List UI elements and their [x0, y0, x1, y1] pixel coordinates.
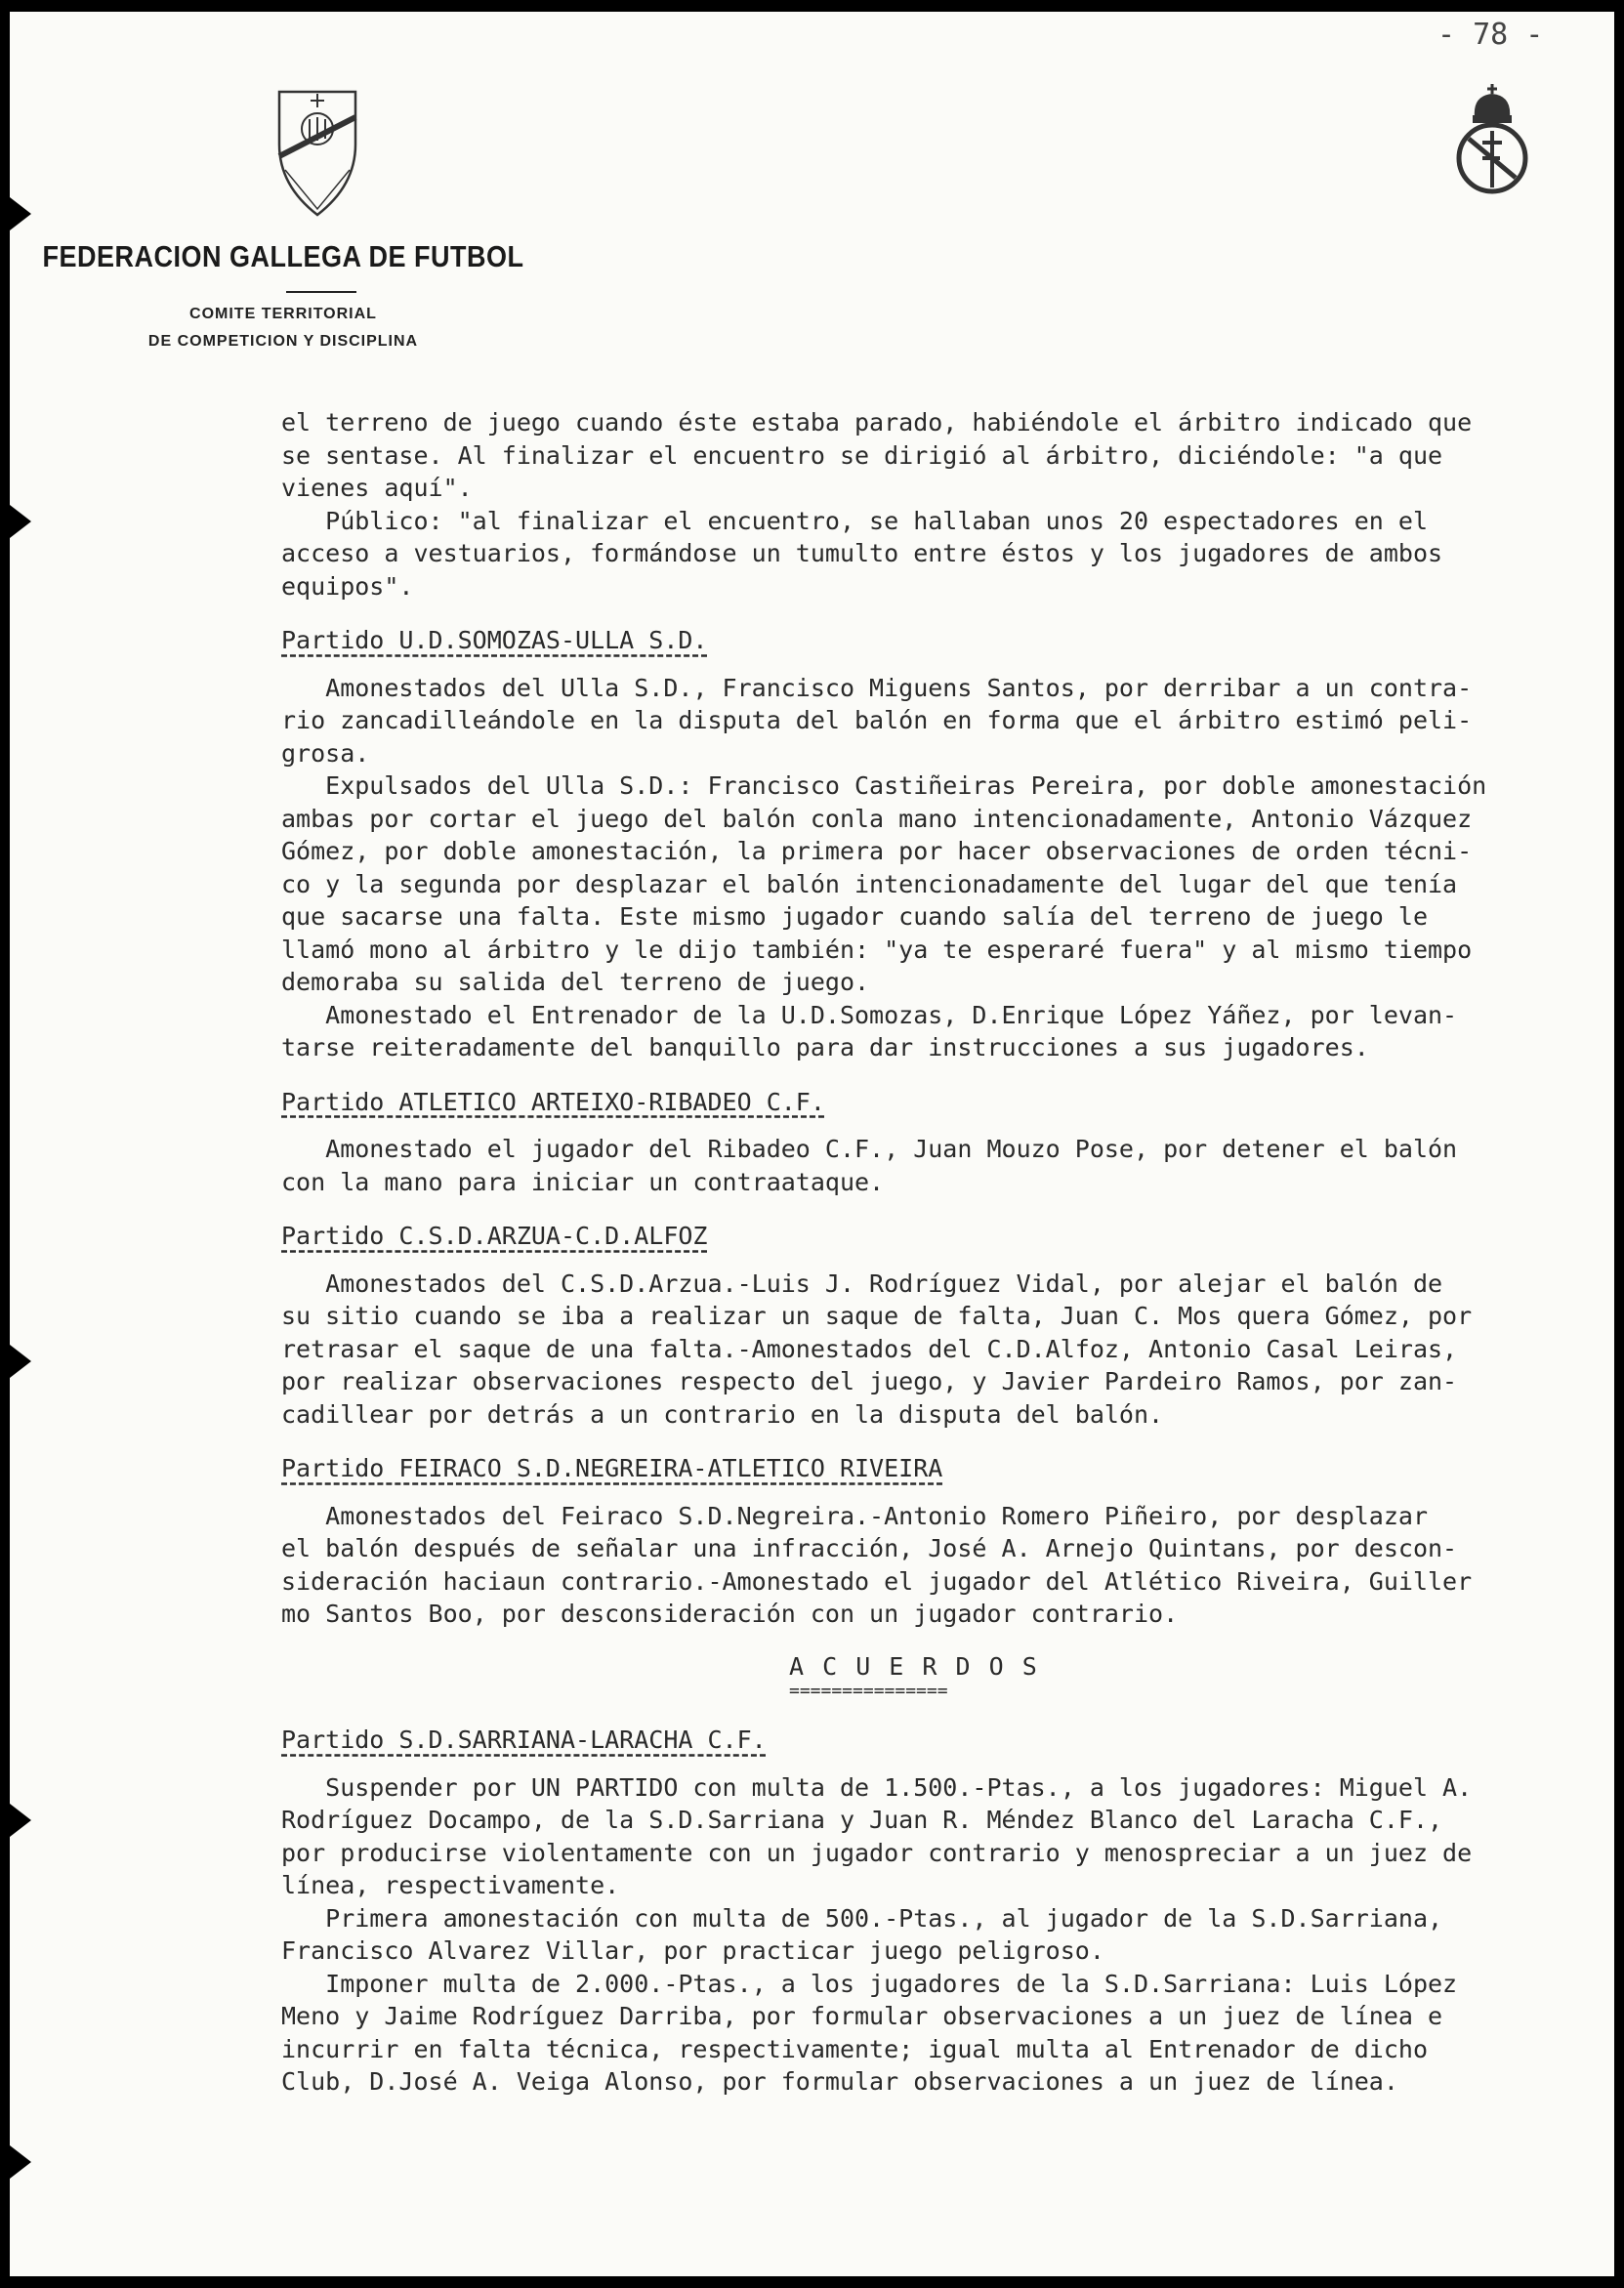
- text-line: Club, D.José A. Veiga Alonso, por formular observaciones a un juez de línea.: [281, 2067, 1398, 2096]
- text-line: Francisco Alvarez Villar, por practicar juego peligroso.: [281, 1936, 1104, 1965]
- text-line: Público: "al finalizar el encuentro, se hallaban unos 20 espectadores en el: [281, 506, 1428, 535]
- text-line: Suspender por UN PARTIDO con multa de 1.500.-Ptas., a los jugadores: Miguel A.: [281, 1772, 1473, 1802]
- text-line: que sacarse una falta. Este mismo jugador cuando salía del terreno de juego le: [281, 902, 1428, 931]
- section-heading-text: Partido C.S.D.ARZUA-C.D.ALFOZ: [281, 1222, 708, 1250]
- section-heading: [281, 1086, 1609, 1119]
- text-line: ambas por cortar el juego del balón conla mano intencionadamente, Antonio Vázquez: [281, 804, 1473, 833]
- federation-shield-logo: [275, 88, 359, 219]
- page-number: - 78 -: [1437, 18, 1544, 52]
- text-line: Amonestado el jugador del Ribadeo C.F., Juan Mouzo Pose, por detener el balón: [281, 1135, 1458, 1163]
- text-line: con la mano para iniciar un contraataque.: [281, 1167, 885, 1196]
- torn-edge: [10, 1804, 31, 1837]
- text-line: co y la segunda por desplazar el balón intencionadamente del lugar del que tenía: [281, 869, 1458, 898]
- text-line: por producirse violentamente con un jugador contrario y menospreciar a un juez de: [281, 1838, 1473, 1867]
- text-line: incurrir en falta técnica, respectivamente; igual multa al Entrenador de dicho: [281, 2034, 1428, 2063]
- text-line: Imponer multa de 2.000.-Ptas., a los jugadores de la S.D.Sarriana: Luis López: [281, 1969, 1458, 1998]
- text-line: línea, respectivamente.: [281, 1871, 620, 1899]
- document-page: [10, 12, 1614, 2276]
- section-heading-text: Partido S.D.SARRIANA-LARACHA C.F.: [281, 1726, 767, 1754]
- text-line: llamó mono al árbitro y le dijo también: "ya te esperaré fuera" y al mismo tiempo: [281, 935, 1473, 964]
- text-line: grosa.: [281, 738, 370, 768]
- text-line: Expulsados del Ulla S.D.: Francisco Castiñeiras Pereira, por doble amonestación: [281, 771, 1487, 800]
- text-line: equipos".: [281, 571, 414, 601]
- text-line: sideración haciaun contrario.-Amonestado el jugador del Atlético Riveira, Guiller: [281, 1566, 1473, 1596]
- section-heading: [281, 1452, 1609, 1485]
- section-heading-text: Partido U.D.SOMOZAS-ULLA S.D.: [281, 626, 708, 654]
- text-line: mo Santos Boo, por desconsideración con un jugador contrario.: [281, 1600, 1179, 1628]
- text-line: Amonestados del Ulla S.D., Francisco Miguens Santos, por derribar a un contra-: [281, 673, 1473, 702]
- text-line: Gómez, por doble amonestación, la primera por hacer observaciones de orden técni-: [281, 837, 1473, 865]
- text-line: Amonestado el Entrenador de la U.D.Somozas, D.Enrique López Yáñez, por levan-: [281, 1000, 1458, 1029]
- section-heading: [281, 624, 1609, 657]
- document-body: [281, 406, 1609, 2099]
- organization-name: FEDERACION GALLEGA DE FUTBOL: [42, 240, 524, 273]
- torn-edge: [10, 1345, 31, 1378]
- text-line: se sentase. Al finalizar el encuentro se dirigió al árbitro, diciéndole: "a que: [281, 440, 1443, 470]
- section-heading: [281, 1724, 1609, 1757]
- torn-edge: [10, 505, 31, 538]
- text-line: Meno y Jaime Rodríguez Darriba, por formular observaciones a un juez de línea e: [281, 2002, 1443, 2030]
- committee-line-1: COMITE TERRITORIAL: [189, 306, 377, 322]
- text-line: Rodríguez Docampo, de la S.D.Sarriana y Juan R. Méndez Blanco del Laracha C.F.,: [281, 1806, 1443, 1834]
- text-line: por realizar observaciones respecto del juego, y Javier Pardeiro Ramos, por zan-: [281, 1367, 1458, 1395]
- text-line: retrasar el saque de una falta.-Amonestados del C.D.Alfoz, Antonio Casal Leiras,: [281, 1334, 1458, 1363]
- section-heading: [281, 1220, 1609, 1253]
- text-line: cadillear por detrás a un contrario en la disputa del balón.: [281, 1399, 1164, 1429]
- section-heading-text: Partido FEIRACO S.D.NEGREIRA-ATLETICO RIVEIRA: [281, 1454, 943, 1482]
- text-line: demoraba su salida del terreno de juego.: [281, 968, 870, 996]
- text-line: tarse reiteradamente del banquillo para dar instrucciones a sus jugadores.: [281, 1033, 1369, 1061]
- text-line: el balón después de señalar una infracción, José A. Arnejo Quintans, por descon-: [281, 1534, 1458, 1562]
- crown-crest-logo: [1453, 82, 1531, 197]
- text-line: Amonestados del C.S.D.Arzua.-Luis J. Rodríguez Vidal, por alejar el balón de: [281, 1269, 1443, 1298]
- torn-edge: [10, 2145, 31, 2179]
- text-line: acceso a vestuarios, formándose un tumulto entre éstos y los jugadores de ambos: [281, 539, 1443, 567]
- text-line: Primera amonestación con multa de 500.-Ptas., al jugador de la S.D.Sarriana,: [281, 1903, 1443, 1933]
- text-line: su sitio cuando se iba a realizar un saque de falta, Juan C. Mos quera Gómez, por: [281, 1302, 1473, 1330]
- text-line: vienes aquí".: [281, 474, 473, 502]
- committee-line-2: DE COMPETICION Y DISCIPLINA: [147, 333, 419, 350]
- torn-edge: [10, 197, 31, 230]
- acuerdos-double-rule: ===============: [789, 1683, 948, 1701]
- header-divider: [286, 291, 356, 293]
- text-line: el terreno de juego cuando éste estaba parado, habiéndole el árbitro indicado que: [281, 408, 1473, 437]
- text-line: Amonestados del Feiraco S.D.Negreira.-Antonio Romero Piñeiro, por desplazar: [281, 1501, 1428, 1530]
- acuerdos-title: A C U E R D O S: [789, 1651, 1039, 1681]
- section-heading-text: Partido ATLETICO ARTEIXO-RIBADEO C.F.: [281, 1087, 825, 1116]
- text-line: rio zancadilleándole en la disputa del balón en forma que el árbitro estimó peli-: [281, 706, 1473, 734]
